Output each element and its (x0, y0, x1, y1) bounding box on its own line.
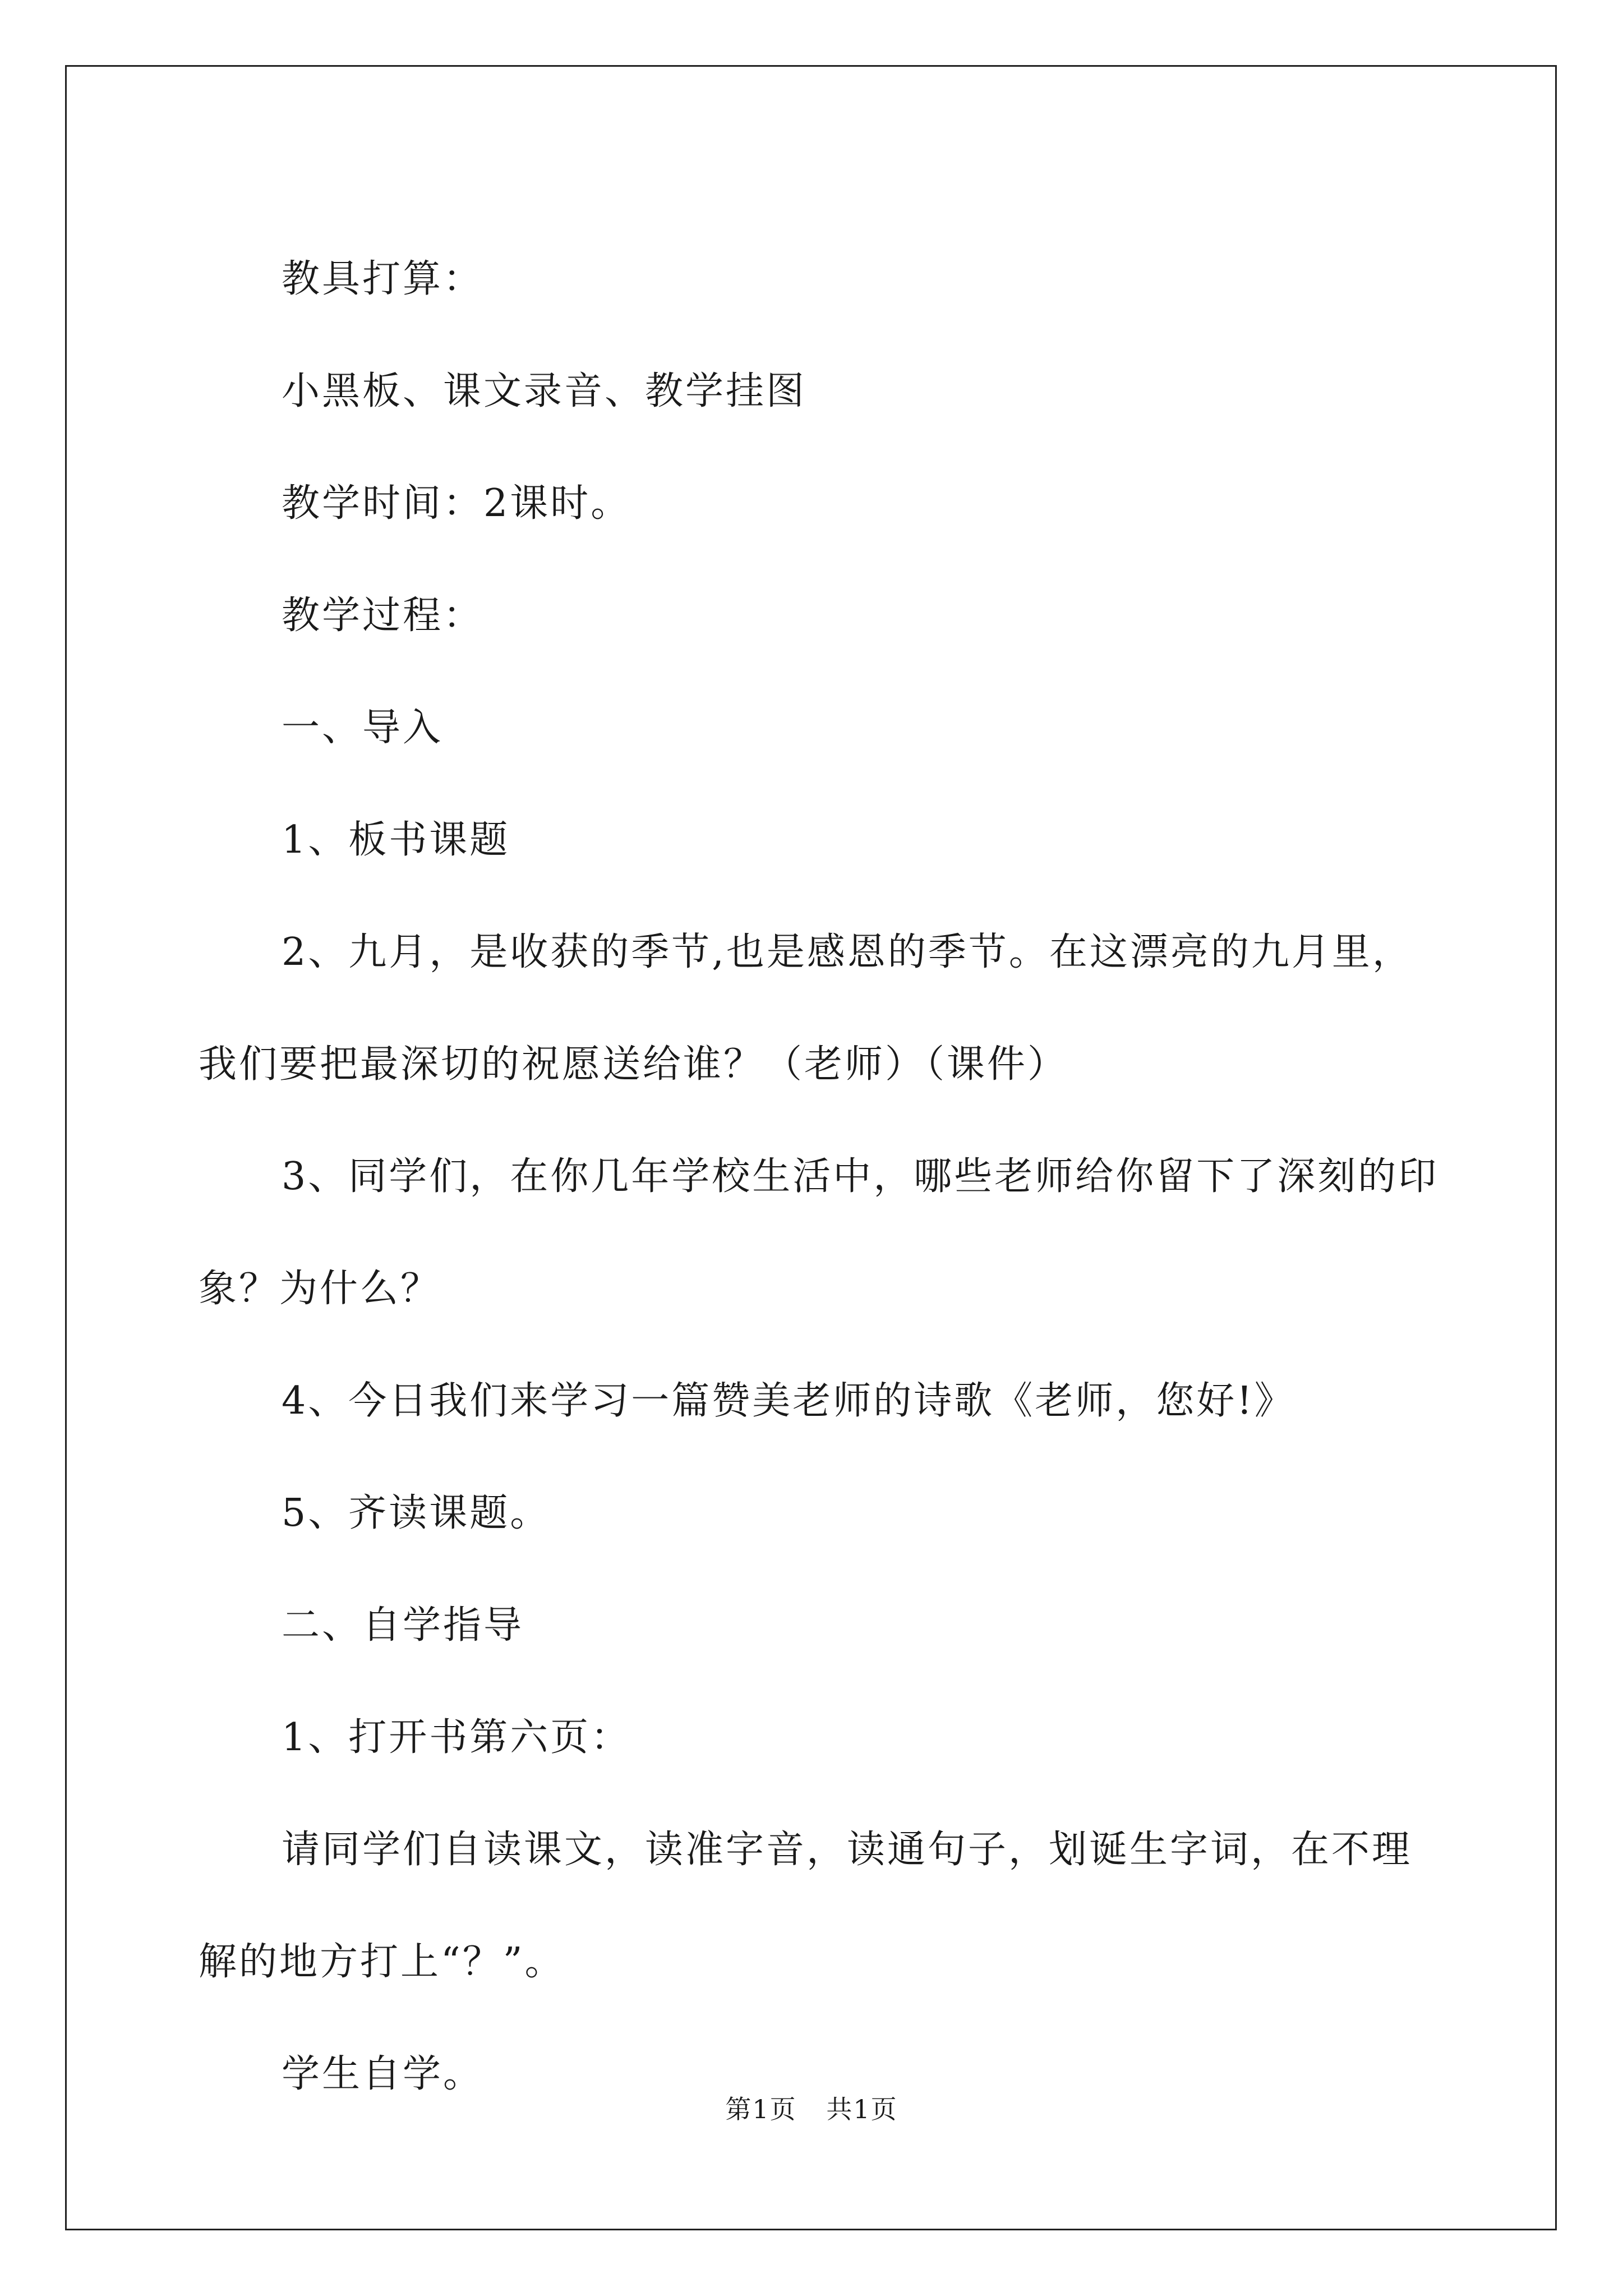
paragraph: 教具打算： (282, 257, 484, 301)
paragraph: 1、打开书第六页： (282, 1715, 631, 1760)
paragraph-continuation: 解的地方打上“？”。 (199, 1940, 565, 1984)
paragraph: 教学过程： (282, 593, 484, 638)
section-heading: 一、导入 (282, 706, 444, 750)
paragraph: 教学时间：2课时。 (282, 481, 631, 526)
paragraph: 请同学们自读课文，读准字音，读通句子，划诞生字词，在不理 (282, 1828, 1413, 1872)
page-footer (0, 2092, 1623, 2126)
paragraph: 4、今日我们来学习一篇赞美老师的诗歌《老师，您好!》 (282, 1379, 1295, 1423)
paragraph-continuation: 象？为什么？ (199, 1267, 441, 1311)
paragraph: 2、九月，是收获的季节,也是感恩的季节。在这漂亮的九月里， (282, 930, 1413, 974)
page-total: 共1页 (826, 2094, 898, 2124)
paragraph: 1、板书课题 (282, 818, 510, 862)
section-heading: 二、自学指导 (282, 1603, 524, 1648)
paragraph: 5、齐读课题。 (282, 1491, 551, 1535)
paragraph: 小黑板、课文录音、教学挂图 (282, 369, 807, 413)
document-body (199, 223, 1439, 2131)
paragraph: 学生自学。 (282, 2052, 484, 2096)
page-number: 第1页 (725, 2094, 797, 2124)
paragraph-continuation: 我们要把最深切的祝愿送给谁？（老师）（课件） (199, 1042, 1068, 1087)
paragraph: 3、同学们，在你几年学校生活中，哪些老师给你留下了深刻的印 (282, 1154, 1439, 1199)
